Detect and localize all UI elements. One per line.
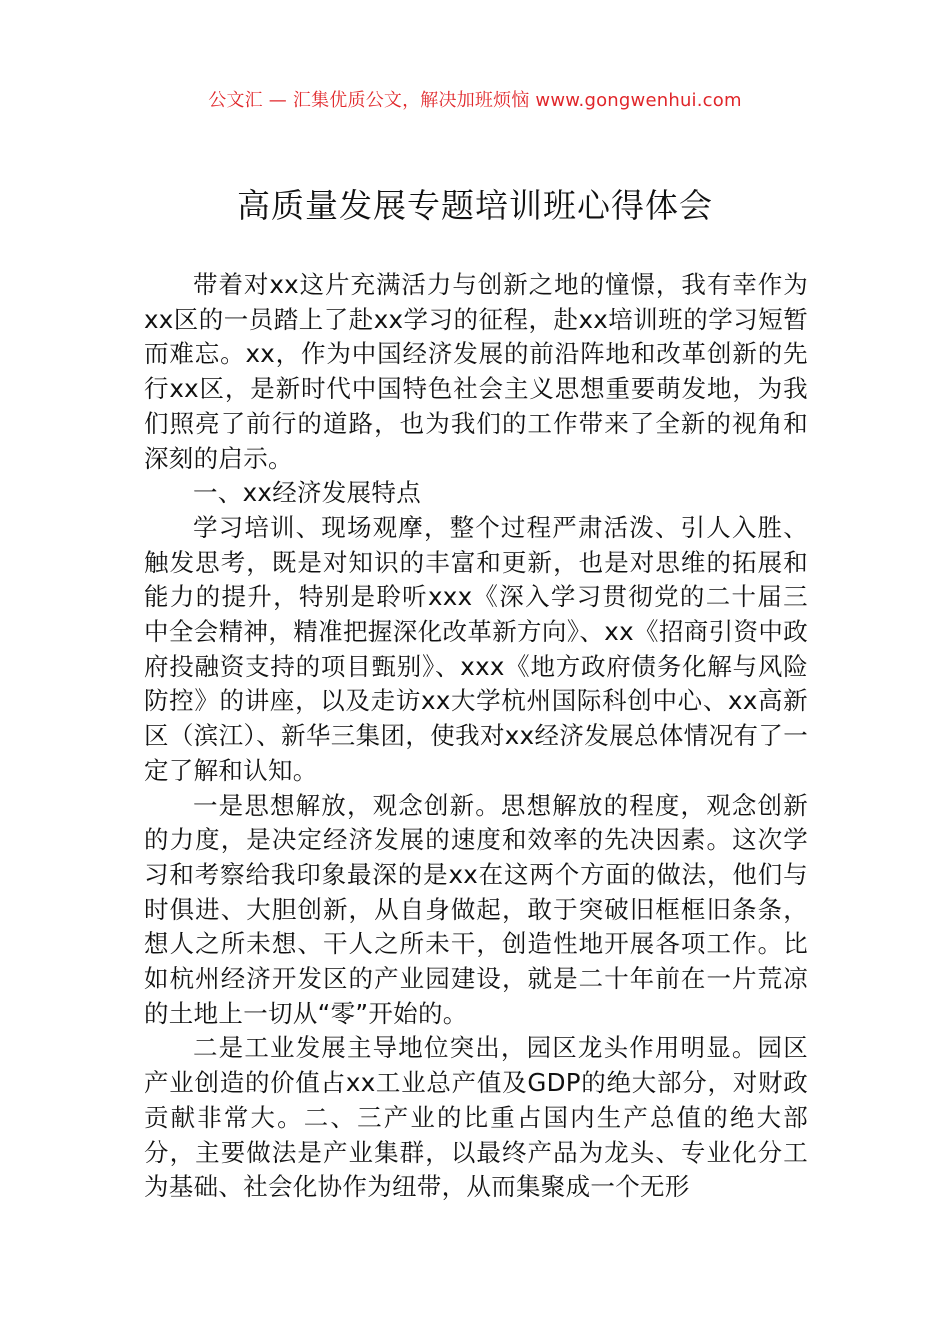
document-body xyxy=(144,268,808,1205)
document-title: 高质量发展专题培训班心得体会 xyxy=(237,186,713,225)
paragraph-intro: 带着对xx这片充满活力与创新之地的憧憬，我有幸作为xx区的一员踏上了赴xx学习的征程，赴xx培训班的学习短暂而难忘。xx，作为中国经济发展的前沿阵地和改革创新的先行xx区，是新时代中国特色社会主义思想重要萌发地，为我们照亮了前行的道路，也为我们的工作带来了全新的视角和深刻的启示。 xyxy=(144,270,808,473)
section-heading: 一、xx经济发展特点 xyxy=(193,478,421,508)
header-banner: 公文汇 — 汇集优质公文，解决加班烦恼 www.gongwenhui.com xyxy=(208,90,742,111)
paragraph-point-two: 二是工业发展主导地位突出，园区龙头作用明显。园区产业创造的价值占xx工业总产值及GDP的绝大部分，对财政贡献非常大。二、三产业的比重占国内生产总值的绝大部分，主要做法是产业集群，以最终产品为龙头、专业化分工为基础、社会化协作为纽带，从而集聚成一个无形 xyxy=(144,1033,808,1202)
paragraph-point-one: 一是思想解放，观念创新。思想解放的程度，观念创新的力度，是决定经济发展的速度和效率的先决因素。这次学习和考察给我印象最深的是xx在这两个方面的做法，他们与时俱进、大胆创新，从自身做起，敢于突破旧框框旧条条，想人之所未想、干人之所未干，创造性地开展各项工作。比如杭州经济开发区的产业园建设，就是二十年前在一片荒凉的土地上一切从“零”开始的。 xyxy=(144,790,808,1028)
paragraph-training: 学习培训、现场观摩，整个过程严肃活泼、引人入胜、触发思考，既是对知识的丰富和更新，也是对思维的拓展和能力的提升，特别是聆听xxx《深入学习贯彻党的二十届三中全会精神，精准把握深化改革新方向》、xx《招商引资中政府投融资支持的项目甄别》、xxx《地方政府债务化解与风险防控》的讲座，以及走访xx大学杭州国际科创中心、xx高新区（滨江）、新华三集团，使我对xx经济发展总体情况有了一定了解和认知。 xyxy=(144,512,808,785)
